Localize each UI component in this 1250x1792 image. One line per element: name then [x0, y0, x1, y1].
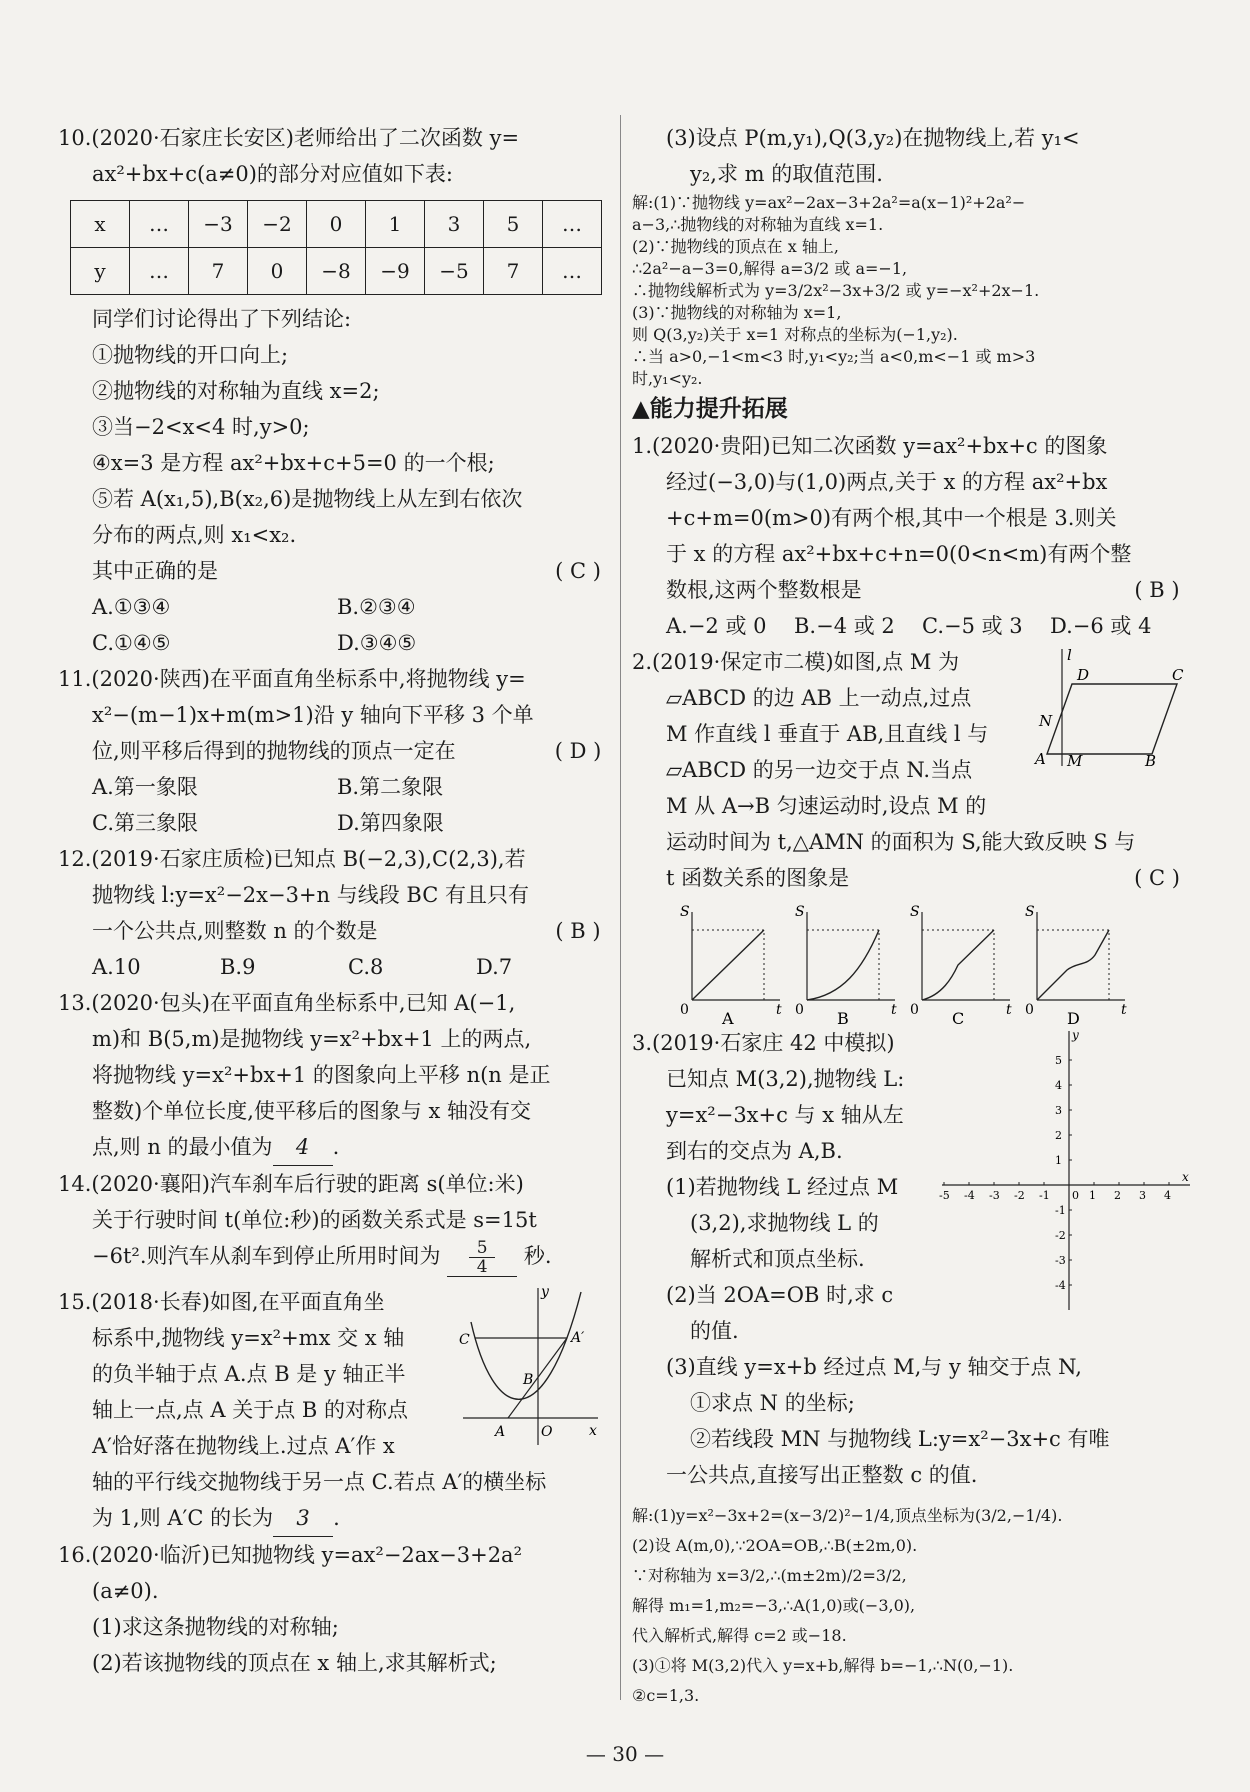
q10-conclusion-1: ①抛物线的开口向上; — [92, 343, 289, 367]
p2-line1: 2.(2019·保定市二模)如图,点 M 为 — [632, 650, 960, 674]
q10-conclusion-3: ③当−2<x<4 时,y>0; — [92, 415, 310, 439]
p3-line10: (3)直线 y=x+b 经过点 M,与 y 轴交于点 N, — [666, 1355, 1082, 1379]
column-divider — [620, 115, 621, 1700]
p3-line1: 3.(2019·石家庄 42 中模拟) — [632, 1031, 895, 1055]
graph-a-curve — [692, 930, 764, 1000]
q13-prompt: 点,则 n 的最小值为 — [92, 1135, 273, 1159]
p1-option-c: C.−5 或 3 — [922, 614, 1023, 638]
q12-option-a: A.10 — [92, 955, 141, 979]
graph-b-origin: 0 — [795, 1002, 804, 1018]
extension-question-2 — [632, 644, 1192, 1028]
q11-option-b: B.第二象限 — [337, 775, 444, 799]
q10-line4 — [58, 553, 613, 589]
q13-answer-blank: 4 — [273, 1129, 333, 1166]
q10-conclusion-5: ⑤若 A(x₁,5),B(x₂,6)是抛物线上从左到右依次 — [92, 487, 523, 511]
p1-options — [632, 608, 1192, 644]
p3-line3: y=x²−3x+c 与 x 轴从左 — [666, 1103, 904, 1127]
graph-d — [1025, 904, 1127, 1028]
table-row-x — [71, 201, 602, 248]
extension-question-1 — [632, 428, 1192, 644]
p1-option-b: B.−4 或 2 — [794, 614, 895, 638]
p3-line2: 已知点 M(3,2),抛物线 L: — [666, 1067, 905, 1091]
grid-x-tick-label: 0 — [1072, 1189, 1079, 1202]
table-cell: −2 — [248, 201, 307, 248]
p2-prompt: t 函数关系的图象是 — [666, 866, 850, 890]
p1-line5 — [632, 572, 1192, 608]
label-c: C — [459, 1332, 470, 1348]
q14-line2: 关于行驶时间 t(单位:秒)的函数关系式是 s=15t — [92, 1208, 537, 1232]
p1-answer: ( B ) — [1134, 578, 1180, 602]
q16-solution-2: a−3,∴抛物线的对称轴为直线 x=1. — [632, 215, 884, 234]
q12-option-b: B.9 — [220, 955, 256, 979]
p3-line6: (3,2),求抛物线 L 的 — [690, 1211, 879, 1235]
p3-solution-3: ∵对称轴为 x=3/2,∴(m±2m)/2=3/2, — [632, 1566, 907, 1585]
grid-y-tick-label: -1 — [1055, 1204, 1066, 1217]
q11-option-a: A.第一象限 — [92, 775, 198, 799]
p3-line7: 解析式和顶点坐标. — [690, 1247, 865, 1271]
q12-line3 — [58, 913, 613, 949]
label-y: y — [541, 1284, 549, 1300]
p2-line4: ▱ABCD 的另一边交于点 N.当点 — [666, 758, 973, 782]
q16-line1: 16.(2020·临沂)已知抛物线 y=ax²−2ax−3+2a² — [58, 1543, 522, 1567]
q10-option-a: A.①③④ — [92, 595, 171, 619]
q16-solution-8: ∴当 a>0,−1<m<3 时,y₁<y₂;当 a<0,m<−1 或 m>3 — [632, 347, 1036, 366]
question-14 — [58, 1166, 613, 1284]
q15-parabola-figure — [453, 1280, 603, 1450]
table-cell: 7 — [484, 248, 543, 295]
q10-prompt: 其中正确的是 — [92, 559, 218, 583]
graph-a-t-label: t — [776, 1002, 782, 1018]
q10-line3: 同学们讨论得出了下列结论: — [92, 307, 352, 331]
q14-suffix: 秒. — [523, 1244, 552, 1268]
graph-a — [680, 904, 782, 1028]
q10-conclusion-2: ②抛物线的对称轴为直线 x=2; — [92, 379, 380, 403]
label-m: M — [1067, 752, 1083, 770]
question-15 — [58, 1284, 613, 1537]
q16-solution-9: 时,y₁<y₂. — [632, 369, 703, 388]
parallelogram-figure — [1017, 644, 1182, 769]
table-cell: 0 — [248, 248, 307, 295]
grid-y-tick-label: 4 — [1055, 1079, 1062, 1092]
p1-option-d: D.−6 或 4 — [1050, 614, 1152, 638]
q13-line2: m)和 B(5,m)是抛物线 y=x²+bx+1 上的两点, — [92, 1027, 532, 1051]
q10-conclusion-4: ④x=3 是方程 ax²+bx+c+5=0 的一个根; — [92, 451, 495, 475]
graph-c-origin: 0 — [910, 1002, 919, 1018]
question-11 — [58, 661, 613, 841]
grid-x-tick-label: 2 — [1114, 1189, 1121, 1202]
grid-x-tick-label: -5 — [939, 1189, 950, 1202]
p3-line8: (2)当 2OA=OB 时,求 c — [666, 1283, 894, 1307]
q13-line4: 整数)个单位长度,使平移后的图象与 x 轴没有交 — [92, 1099, 532, 1123]
graph-b-s-label: S — [795, 904, 805, 920]
graph-a-label: A — [722, 1009, 734, 1028]
q15-period: . — [333, 1506, 340, 1530]
table-cell: −5 — [425, 248, 484, 295]
q16-line3: (1)求这条抛物线的对称轴; — [92, 1615, 339, 1639]
q12-prompt: 一个公共点,则整数 n 的个数是 — [92, 919, 378, 943]
q10-line1: 10.(2020·石家庄长安区)老师给出了二次函数 y= — [58, 126, 520, 150]
q13-line3: 将抛物线 y=x²+bx+1 的图象向上平移 n(n 是正 — [92, 1063, 551, 1087]
q16-solution-7: 则 Q(3,y₂)关于 x=1 对称点的坐标为(−1,y₂). — [632, 325, 958, 344]
graph-d-curve — [1037, 930, 1109, 1000]
p1-line2: 经过(−3,0)与(1,0)两点,关于 x 的方程 ax²+bx — [666, 470, 1108, 494]
coordinate-grid — [932, 1025, 1194, 1315]
p1-line4: 于 x 的方程 ax²+bx+c+n=0(0<n<m)有两个整 — [666, 542, 1132, 566]
table-cell: … — [543, 201, 602, 248]
value-table — [70, 200, 602, 295]
graph-a-origin: 0 — [680, 1002, 689, 1018]
table-cell: 5 — [484, 201, 543, 248]
p2-line2: ▱ABCD 的边 AB 上一动点,过点 — [666, 686, 972, 710]
label-a-prime: A′ — [571, 1330, 585, 1346]
table-cell: 3 — [425, 201, 484, 248]
table-cell: y — [71, 248, 130, 295]
q10-line2: ax²+bx+c(a≠0)的部分对应值如下表: — [92, 162, 453, 186]
q10-option-c: C.①④⑤ — [92, 631, 171, 655]
q13-period: . — [332, 1135, 340, 1159]
grid-y-tick-label: -4 — [1055, 1279, 1066, 1292]
p2-line5: M 从 A→B 匀速运动时,设点 M 的 — [666, 794, 987, 818]
q10-option-b: B.②③④ — [337, 595, 416, 619]
q14-prompt: −6t².则汽车从刹车到停止所用时间为 — [92, 1244, 441, 1268]
q11-line1: 11.(2020·陕西)在平面直角坐标系中,将抛物线 y= — [58, 667, 526, 691]
q11-option-d: D.第四象限 — [337, 811, 444, 835]
grid-y-tick-label: 5 — [1055, 1054, 1062, 1067]
table-cell: … — [130, 248, 189, 295]
section-heading — [632, 390, 1192, 428]
graph-b — [795, 904, 897, 1028]
q16-solution-1: 解:(1)∵抛物线 y=ax²−2ax−3+2a²=a(x−1)²+2a²− — [632, 193, 1026, 212]
q16-solution-6: (3)∵抛物线的对称轴为 x=1, — [632, 303, 842, 322]
table-row-y — [71, 248, 602, 295]
q15-prompt: 为 1,则 A′C 的长为 — [92, 1506, 274, 1530]
question-13 — [58, 985, 613, 1166]
graph-d-t-label: t — [1121, 1002, 1127, 1018]
q16-line6: y₂,求 m 的取值范围. — [690, 162, 883, 186]
q16-line2: (a≠0). — [92, 1579, 159, 1603]
graph-c-t-label: t — [1006, 1002, 1012, 1018]
graph-b-t-label: t — [891, 1002, 897, 1018]
graph-d-origin: 0 — [1025, 1002, 1034, 1018]
table-cell: … — [543, 248, 602, 295]
label-b: B — [1145, 752, 1157, 770]
graph-c-curve — [922, 930, 994, 1000]
grid-y-tick-label: 1 — [1055, 1154, 1062, 1167]
table-cell: 7 — [189, 248, 248, 295]
q14-line1: 14.(2020·襄阳)汽车刹车后行驶的距离 s(单位:米) — [58, 1172, 524, 1196]
q11-answer: ( D ) — [554, 739, 602, 763]
graph-b-curve — [807, 930, 879, 1000]
label-c: C — [1172, 666, 1184, 684]
q10-conclusion-6: 分布的两点,则 x₁<x₂. — [92, 523, 297, 547]
p1-line3: +c+m=0(m>0)有两个根,其中一个根是 3.则关 — [666, 506, 1117, 530]
label-b: B — [523, 1372, 534, 1388]
p3-solution-2: (2)设 A(m,0),∵2OA=OB,∴B(±2m,0). — [632, 1536, 918, 1555]
p2-line3: M 作直线 l 垂直于 AB,且直线 l 与 — [666, 722, 989, 746]
q16-line5: (3)设点 P(m,y₁),Q(3,y₂)在抛物线上,若 y₁< — [666, 126, 1080, 150]
p2-line7 — [632, 860, 1192, 896]
page-number: — 30 — — [585, 1742, 665, 1766]
label-a: A — [1035, 750, 1046, 768]
p3-solution-1: 解:(1)y=x²−3x+2=(x−3/2)²−1/4,顶点坐标为(3/2,−1/4). — [632, 1506, 1063, 1525]
label-x: x — [589, 1423, 597, 1439]
table-cell: −8 — [307, 248, 366, 295]
table-cell: 0 — [307, 201, 366, 248]
q14-denominator: 4 — [476, 1256, 488, 1277]
question-12 — [58, 841, 613, 985]
q15-line4: 轴上一点,点 A 关于点 B 的对称点 — [92, 1398, 408, 1422]
q15-answer-blank: 3 — [273, 1500, 333, 1537]
p3-line12: ②若线段 MN 与抛物线 L:y=x²−3x+c 有唯 — [690, 1427, 1110, 1451]
grid-y-label: y — [1072, 1028, 1079, 1042]
grid-y-tick-label: 3 — [1055, 1104, 1062, 1117]
s-t-graphs — [672, 900, 1142, 1028]
q15-line5: A′恰好落在抛物线上.过点 A′作 x — [92, 1434, 395, 1458]
grid-x-tick-label: 3 — [1139, 1189, 1146, 1202]
p3-line4: 到右的交点为 A,B. — [666, 1139, 843, 1163]
q15-line3: 的负半轴于点 A.点 B 是 y 轴正半 — [92, 1362, 406, 1386]
q13-line1: 13.(2020·包头)在平面直角坐标系中,已知 A(−1, — [58, 991, 516, 1015]
q15-line1: 15.(2018·长春)如图,在平面直角坐 — [58, 1290, 385, 1314]
q11-line2: x²−(m−1)x+m(m>1)沿 y 轴向下平移 3 个单 — [92, 703, 534, 727]
grid-y-tick-label: -3 — [1055, 1254, 1066, 1267]
graph-c — [910, 904, 1012, 1028]
parallelogram — [1047, 684, 1177, 754]
q12-line1: 12.(2019·石家庄质检)已知点 B(−2,3),C(2,3),若 — [58, 847, 526, 871]
table-cell: x — [71, 201, 130, 248]
section-title: 能力提升拓展 — [649, 395, 788, 422]
graph-d-s-label: S — [1025, 904, 1035, 920]
q16-solution-4: ∴2a²−a−3=0,解得 a=3/2 或 a=−1, — [632, 259, 908, 278]
table-cell: 1 — [366, 201, 425, 248]
grid-x-tick-label: -3 — [989, 1189, 1000, 1202]
question-10 — [58, 120, 613, 661]
q11-options-2 — [58, 805, 613, 841]
grid-y-tick-label: -2 — [1055, 1229, 1066, 1242]
table-cell: −9 — [366, 248, 425, 295]
p2-line6: 运动时间为 t,△AMN 的面积为 S,能大致反映 S 与 — [666, 830, 1136, 854]
q10-options-2 — [58, 625, 613, 661]
right-column — [632, 120, 1192, 1711]
grid-x-tick-label: -4 — [964, 1189, 975, 1202]
q10-options-1 — [58, 589, 613, 625]
q15-line7 — [58, 1500, 613, 1537]
p3-solution-7: ②c=1,3. — [632, 1686, 700, 1705]
triangle-icon: ▲ — [632, 395, 650, 422]
extension-question-3 — [632, 1025, 1192, 1711]
q15-line6: 轴的平行线交抛物线于另一点 C.若点 A′的横坐标 — [92, 1470, 547, 1494]
p3-solution-5: 代入解析式,解得 c=2 或−18. — [632, 1626, 847, 1645]
grid-x-tick-label: -1 — [1039, 1189, 1050, 1202]
p3-line5: (1)若抛物线 L 经过点 M — [666, 1175, 899, 1199]
q14-line3 — [58, 1238, 613, 1284]
q10-answer: ( C ) — [555, 559, 601, 583]
left-column — [58, 120, 613, 1681]
q10-option-d: D.③④⑤ — [337, 631, 417, 655]
p1-line1: 1.(2020·贵阳)已知二次函数 y=ax²+bx+c 的图象 — [632, 434, 1108, 458]
q16-continued — [632, 120, 1192, 390]
p3-solution-4: 解得 m₁=1,m₂=−3,∴A(1,0)或(−3,0), — [632, 1596, 916, 1615]
p2-answer: ( C ) — [1134, 866, 1180, 890]
p1-prompt: 数根,这两个整数根是 — [666, 578, 862, 602]
q11-option-c: C.第三象限 — [92, 811, 198, 835]
question-16 — [58, 1537, 613, 1681]
label-o: O — [541, 1424, 553, 1440]
q12-option-c: C.8 — [348, 955, 384, 979]
q13-line5 — [58, 1129, 613, 1166]
q11-prompt: 位,则平移后得到的抛物线的顶点一定在 — [92, 739, 456, 763]
q12-options — [58, 949, 613, 985]
p3-line13: 一公共点,直接写出正整数 c 的值. — [666, 1463, 978, 1487]
label-d: D — [1077, 666, 1090, 684]
grid-x-label: x — [1182, 1170, 1189, 1184]
q14-numerator: 5 — [469, 1239, 495, 1258]
grid-x-tick-label: 4 — [1164, 1189, 1171, 1202]
table-cell: −3 — [189, 201, 248, 248]
q12-line2: 抛物线 l:y=x²−2x−3+n 与线段 BC 有且只有 — [92, 883, 529, 907]
label-l: l — [1067, 646, 1072, 664]
q11-line3 — [58, 733, 613, 769]
label-n: N — [1039, 712, 1053, 730]
p1-option-a: A.−2 或 0 — [666, 614, 767, 638]
q16-solution-3: (2)∵抛物线的顶点在 x 轴上, — [632, 237, 839, 256]
grid-x-tick-label: 1 — [1089, 1189, 1096, 1202]
graph-b-label: B — [837, 1009, 849, 1028]
q15-line2: 标系中,抛物线 y=x²+mx 交 x 轴 — [92, 1326, 405, 1350]
p3-solution-6: (3)①将 M(3,2)代入 y=x+b,解得 b=−1,∴N(0,−1). — [632, 1656, 1014, 1675]
graph-c-label: C — [952, 1009, 965, 1028]
table-cell: … — [130, 201, 189, 248]
q12-answer: ( B ) — [555, 919, 601, 943]
p3-line9: 的值. — [690, 1319, 739, 1343]
graph-d-label: D — [1067, 1009, 1080, 1028]
q11-options-1 — [58, 769, 613, 805]
label-a: A — [495, 1424, 506, 1440]
q14-answer-fraction — [447, 1239, 517, 1277]
graph-a-s-label: S — [680, 904, 690, 920]
q16-line4: (2)若该抛物线的顶点在 x 轴上,求其解析式; — [92, 1651, 497, 1675]
grid-x-tick-label: -2 — [1014, 1189, 1025, 1202]
grid-y-tick-label: 2 — [1055, 1129, 1062, 1142]
q12-option-d: D.7 — [476, 955, 513, 979]
q16-solution-5: ∴抛物线解析式为 y=3/2x²−3x+3/2 或 y=−x²+2x−1. — [632, 281, 1040, 300]
graph-c-s-label: S — [910, 904, 920, 920]
p3-line11: ①求点 N 的坐标; — [690, 1391, 855, 1415]
